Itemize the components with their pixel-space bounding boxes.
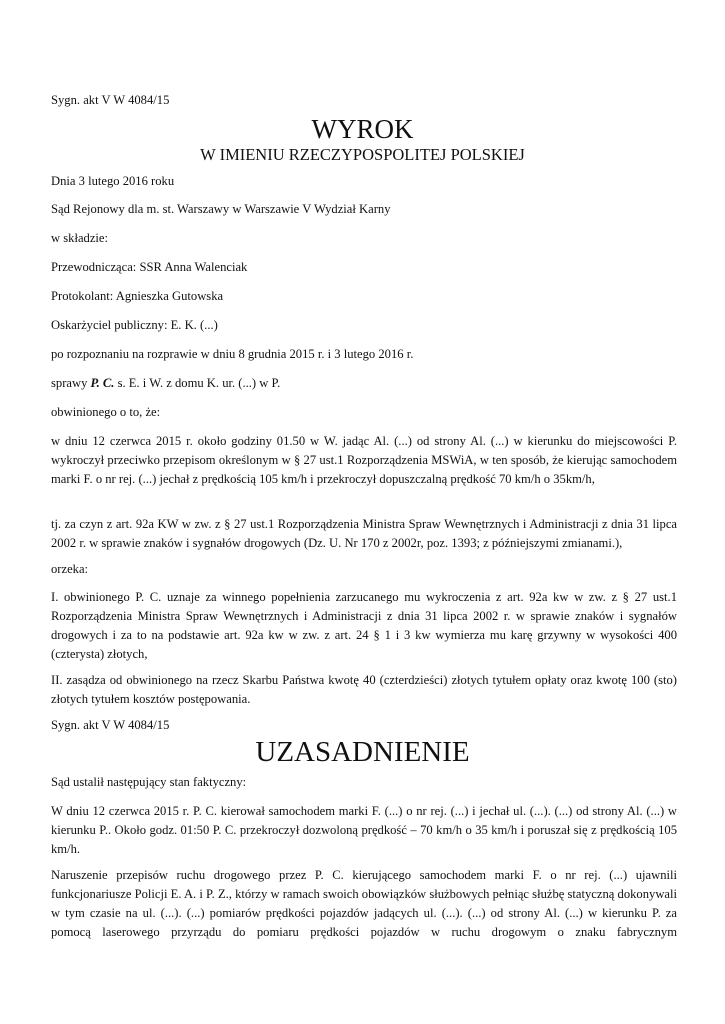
court-clerk: Protokolant: Agnieszka Gutowska <box>51 289 224 303</box>
justification-signature: Sygn. akt V W 4084/15 <box>51 718 170 732</box>
charge-intro: obwinionego o to, że: <box>51 405 161 419</box>
case-prefix: sprawy <box>51 376 91 390</box>
verdict-point-1: I. obwinionego P. C. uznaje za winnego popełnienia zarzucanego mu wykroczenia z art. 92a kw w zw. z § 27 ust.1 Rozporządzenia Ministra Spraw Wewnętrznych i Administracji z dnia 31 lipca 2002 r. w sprawie znaków i sygnałów drogowych i za to na podstawie art. 92a kw w zw. z art. 24 § 1 i 3 kw wymierza mu karę grzywny w wysokości 400 (czterysta) złotych, <box>51 590 677 661</box>
justification-title: UZASADNIENIE <box>255 736 470 768</box>
public-prosecutor: Oskarżyciel publiczny: E. K. (...) <box>51 318 218 332</box>
document-subtitle: W IMIENIU RZECZYPOSPOLITEJ POLSKIEJ <box>200 145 525 164</box>
case-signature: Sygn. akt V W 4084/15 <box>51 93 170 107</box>
document-title: WYROK <box>311 114 414 144</box>
hearing-dates: po rozpoznaniu na rozprawie w dniu 8 grudnia 2015 r. i 3 lutego 2016 r. <box>51 347 414 361</box>
verdict-date: Dnia 3 lutego 2016 roku <box>51 174 175 188</box>
defendant-details: s. E. i W. z domu K. ur. (...) w P. <box>114 376 281 390</box>
facts-paragraph-1: W dniu 12 czerwca 2015 r. P. C. kierował samochodem marki F. (...) o nr rej. (...) i jechał ul. (...). (...) od strony Al. (...) w kierunku P.. Około godz. 01:50 P. C. przekroczył dozwoloną prędkość – 70 km/h o 35 km/h i poruszał się z prędkością 105 km/h. <box>51 804 677 856</box>
verdict-intro: orzeka: <box>51 562 89 576</box>
court-name: Sąd Rejonowy dla m. st. Warszawy w Warszawie V Wydział Karny <box>51 202 391 216</box>
composition-label: w składzie: <box>51 231 109 245</box>
presiding-judge: Przewodnicząca: SSR Anna Walenciak <box>51 260 248 274</box>
charge-legal-basis: tj. za czyn z art. 92a KW w zw. z § 27 ust.1 Rozporządzenia Ministra Spraw Wewnętrznych i Administracji z dnia 31 lipca 2002 r. w sprawie znaków i sygnałów drogowych (Dz. U. Nr 170 z 2002r, poz. 1393; z późniejszymi zmianami.), <box>51 517 677 550</box>
case-subject <box>51 374 677 393</box>
defendant-name: P. C. <box>90 376 115 390</box>
facts-paragraph-2: Naruszenie przepisów ruchu drogowego przez P. C. kierującego samochodem marki F. o nr rej. (...) ujawnili funkcjonariusze Policji E. A. i P. Z., którzy w ramach swoich obowiązków służbowych pełniąc służbę statyczną dokonywali w tym czasie na ul. (...). (...) pomiarów prędkości pojazdów jadących ul. (...). (...) od strony Al. (...) w kierunku P. za pomocą laserowego przyrządu do pomiaru prędkości pojazdów w ruchu drogowym o znaku fabrycznym <box>51 868 677 939</box>
charge-description: w dniu 12 czerwca 2015 r. około godziny 01.50 w W. jadąc Al. (...) od strony Al. (...) w kierunku do miejscowości P. wykroczył przeciwko przepisom określonym w § 27 ust.1 Rozporządzenia MSWiA, w ten sposób, że kierując samochodem marki F. o nr rej. (...) jechał z prędkością 105 km/h i przekroczył dopuszczalną prędkość 70 km/h o 35km/h, <box>51 434 677 486</box>
verdict-point-2: II. zasądza od obwinionego na rzecz Skarbu Państwa kwotę 40 (czterdzieści) złotych tytułem opłaty oraz kwotę 100 (sto) złotych tytułem kosztów postępowania. <box>51 673 677 706</box>
facts-intro: Sąd ustalił następujący stan faktyczny: <box>51 775 247 789</box>
